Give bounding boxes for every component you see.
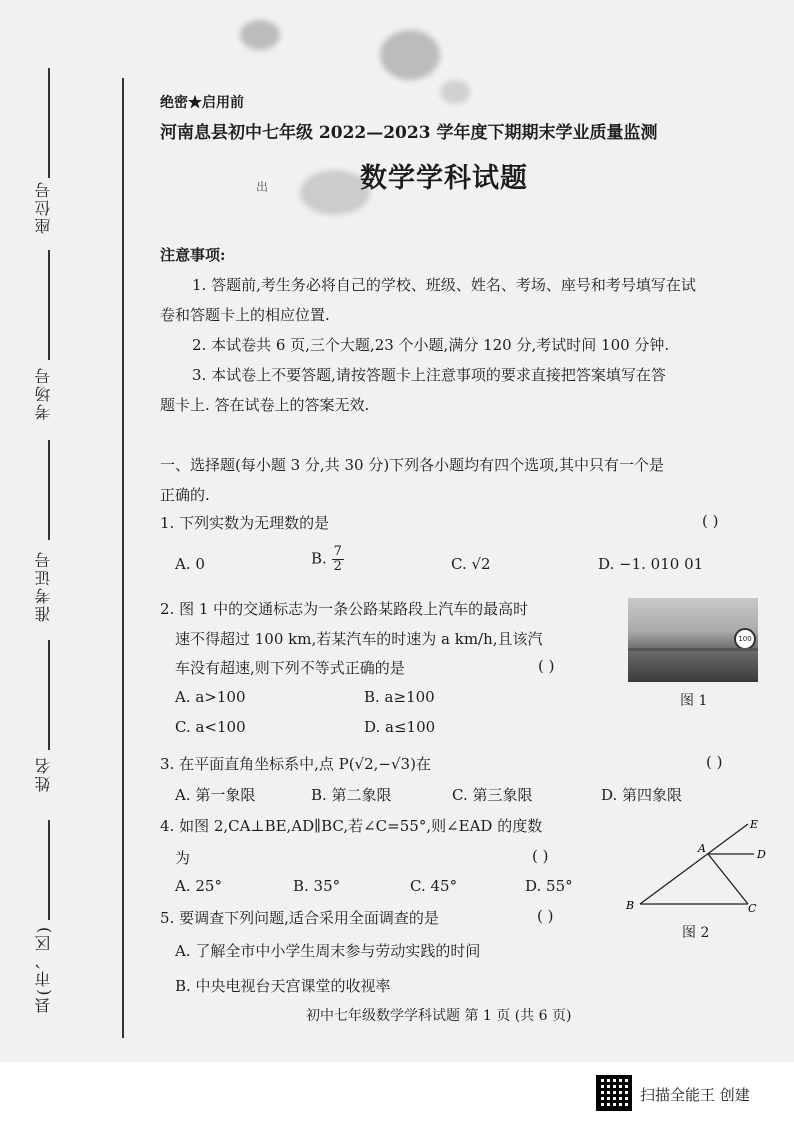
name-label: 姓名	[34, 756, 53, 792]
q3-option-c: C. 第三象限	[452, 786, 533, 804]
exam-room-label: 考场号	[34, 366, 53, 420]
road-guardrail	[628, 648, 758, 651]
q2-line-2: 速不得超过 100 km,若某汽车的时速为 a km/h,且该汽	[175, 630, 543, 648]
q4-option-c: C. 45°	[410, 877, 458, 895]
q4-option-a: A. 25°	[175, 877, 222, 895]
q1-option-d: D. −1. 010 01	[598, 555, 704, 573]
point-b-label: B	[626, 899, 635, 912]
point-e-label: E	[750, 818, 759, 831]
q2-option-d: D. a≤100	[364, 718, 436, 736]
section-1-intro-2: 正确的.	[160, 486, 210, 504]
section-1-intro: 一、选择题(每小题 3 分,共 30 分)下列各小题均有四个选项,其中只有一个是	[160, 456, 664, 474]
fraction-numerator: 7	[333, 544, 342, 559]
point-c-label: C	[748, 902, 757, 915]
exam-title: 河南息县初中七年级 2022—2023 学年度下期期末学业质量监测	[160, 123, 658, 143]
binding-line	[122, 78, 124, 1038]
q2-line-3: 车没有超速,则下列不等式正确的是	[175, 659, 405, 677]
ink-stain	[440, 80, 470, 104]
q3-option-b: B. 第二象限	[311, 786, 392, 804]
figure-1-caption: 图 1	[680, 693, 708, 709]
point-d-label: D	[757, 848, 766, 861]
stray-mark: 出	[256, 180, 269, 194]
q1-option-b-prefix: B.	[311, 549, 327, 568]
q2-answer-blank: ( )	[538, 657, 555, 675]
field-line	[48, 640, 50, 750]
note-1-line-2: 卷和答题卡上的相应位置.	[160, 306, 330, 324]
figure-2-diagram	[620, 812, 780, 922]
q3-answer-blank: ( )	[706, 753, 723, 771]
q1-option-a: A. 0	[175, 555, 205, 573]
admission-number-label: 准考证号	[34, 550, 53, 622]
q3-option-d: D. 第四象限	[601, 786, 683, 804]
figure-2-caption: 图 2	[682, 925, 710, 941]
county-label: 县(市、区)	[34, 925, 53, 1014]
q2-line-1: 2. 图 1 中的交通标志为一条公路某路段上汽车的最高时	[160, 600, 529, 618]
note-3-line-1: 3. 本试卷上不要答题,请按答题卡上注意事项的要求直接把答案填写在答	[192, 366, 666, 384]
point-a-label: A	[698, 842, 706, 855]
q4-line-1: 4. 如图 2,CA⊥BE,AD∥BC,若∠C=55°,则∠EAD 的度数	[160, 817, 543, 835]
q2-option-a: A. a>100	[175, 688, 246, 706]
line-ac	[708, 854, 748, 904]
q3-option-a: A. 第一象限	[175, 786, 256, 804]
q5-option-a: A. 了解全市中小学生周末参与劳动实践的时间	[175, 942, 481, 960]
q4-option-d: D. 55°	[525, 877, 573, 895]
field-line	[48, 440, 50, 540]
fraction	[332, 545, 344, 574]
q2-option-c: C. a<100	[175, 718, 246, 736]
note-2: 2. 本试卷共 6 页,三个大题,23 个小题,满分 120 分,考试时间 100 分钟.	[192, 336, 670, 354]
note-1-line-1: 1. 答题前,考生务必将自己的学校、班级、姓名、考场、座号和考号填写在试	[192, 276, 696, 294]
ink-stain	[380, 30, 440, 80]
fraction-denominator: 2	[333, 559, 342, 574]
q1-answer-blank: ( )	[702, 512, 719, 530]
field-line	[48, 68, 50, 178]
q1-option-c: C. √2	[451, 555, 491, 573]
page-footer: 初中七年级数学学科试题 第 1 页 (共 6 页)	[306, 1008, 572, 1024]
field-line	[48, 820, 50, 920]
q5-answer-blank: ( )	[537, 907, 554, 925]
seat-number-label: 座位号	[34, 180, 53, 234]
confidential-mark: 绝密★启用前	[160, 95, 244, 111]
note-3-line-2: 题卡上. 答在试卷上的答案无效.	[160, 396, 370, 414]
q4-line-2: 为	[175, 849, 191, 867]
q1-option-b	[311, 545, 344, 574]
q1-stem: 1. 下列实数为无理数的是	[160, 514, 330, 532]
notes-heading: 注意事项:	[160, 246, 226, 264]
traffic-sign-photo	[628, 598, 758, 682]
q5-option-b: B. 中央电视台天宫课堂的收视率	[175, 977, 391, 995]
line-be	[640, 824, 748, 904]
speed-limit-sign: 100	[734, 628, 756, 650]
ink-stain	[240, 20, 280, 50]
field-line	[48, 250, 50, 360]
q4-option-b: B. 35°	[293, 877, 341, 895]
q3-stem: 3. 在平面直角坐标系中,点 P(√2,−√3)在	[160, 755, 431, 773]
q5-stem: 5. 要调查下列问题,适合采用全面调查的是	[160, 909, 439, 927]
qr-code-icon	[596, 1075, 632, 1111]
q4-answer-blank: ( )	[532, 847, 549, 865]
subject-title: 数学学科试题	[360, 163, 528, 194]
scanner-watermark: 扫描全能王 创建	[640, 1086, 750, 1104]
q2-option-b: B. a≥100	[364, 688, 435, 706]
